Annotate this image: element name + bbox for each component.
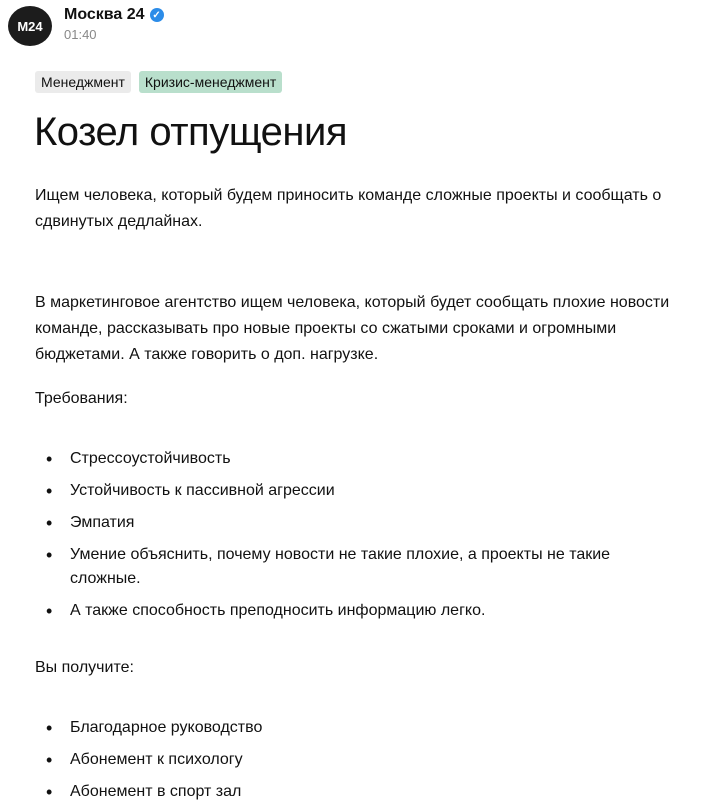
page-title: Козел отпущения [34,110,348,154]
tag[interactable]: Кризис-менеджмент [139,71,282,93]
benefits-label: Вы получите: [35,659,134,676]
tags [35,71,282,93]
post-time: 01:40 [64,27,97,42]
requirements-label: Требования: [35,390,128,407]
list-item: • Устойчивость к пассивной агрессии [35,479,675,503]
requirements-list [35,447,675,631]
channel-name[interactable] [64,6,164,24]
list-item: • А также способность преподносить информацию легко. [35,599,675,623]
list-item: • Умение объяснить, почему новости не такие плохие, а проекты не такие сложные. [35,543,675,591]
lead-text: Ищем человека, который будем приносить команде сложные проекты и сообщать о сдвинутых дедлайнах. [35,187,662,230]
avatar[interactable]: M24 [8,6,52,46]
list-item: • Стрессоустойчивость [35,447,675,471]
list-item: • Абонемент к психологу [35,748,675,772]
verified-icon: ✓ [150,8,164,22]
list-item: • Эмпатия [35,511,675,535]
tag[interactable]: Менеджмент [35,71,131,93]
list-item: • Абонемент в спорт зал [35,780,675,804]
benefits-list [35,716,675,812]
body-text: В маркетинговое агентство ищем человека, который будет сообщать плохие новости команде, рассказывать про новые проекты со сжатыми сроками и огромными бюджетами. А также говорить о доп. нагрузке. [35,294,670,363]
list-item: • Благодарное руководство [35,716,675,740]
channel-name-text: Москва 24 [64,6,145,23]
